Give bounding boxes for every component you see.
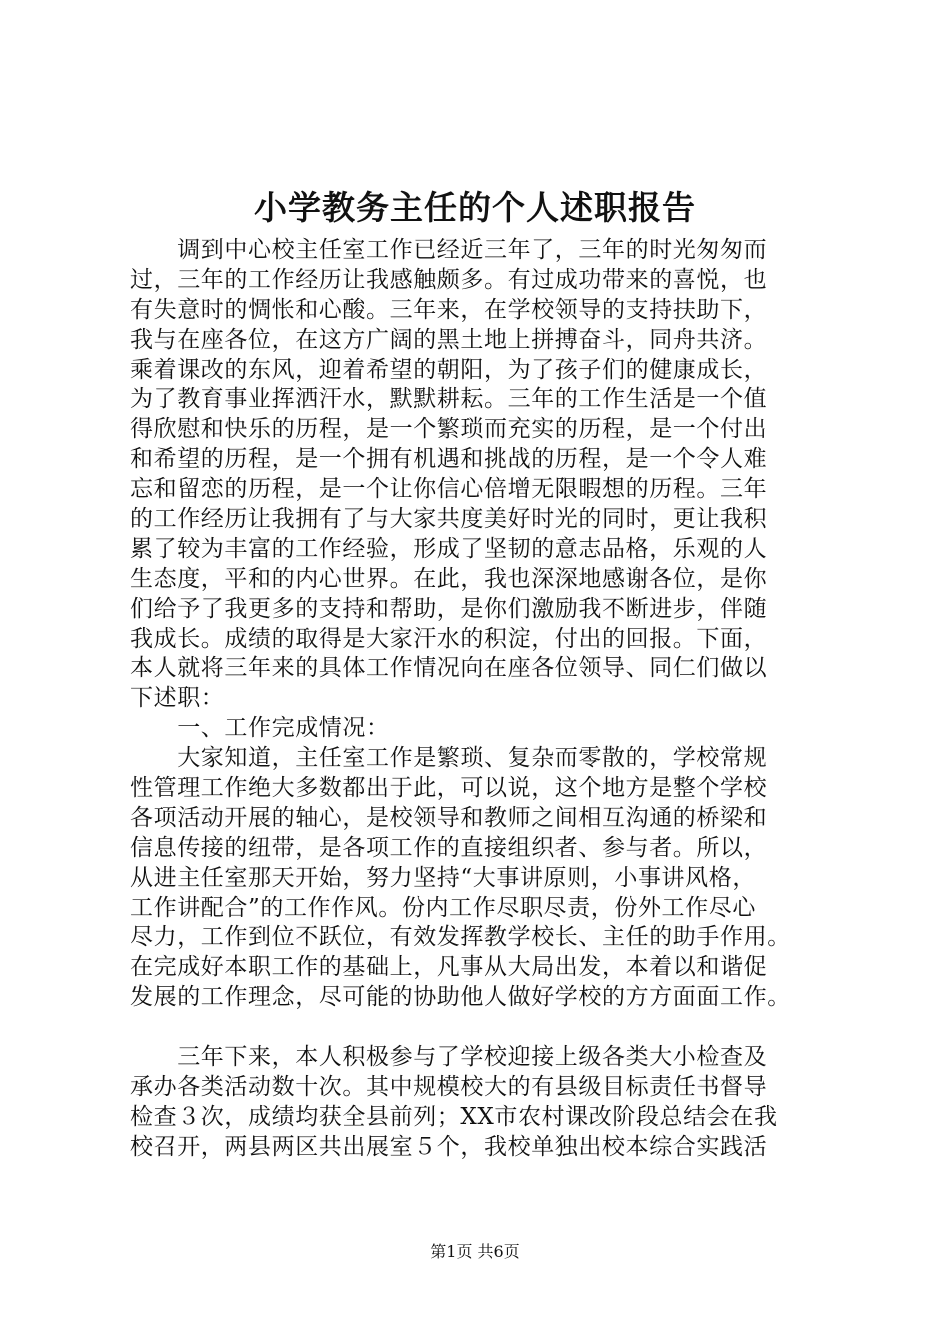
body-text-line: 各项活动开展的轴心，是校领导和教师之间相互沟通的桥梁和 (130, 804, 768, 831)
document-body (130, 236, 835, 1163)
body-text-line: 尽力，工作到位不跃位，有效发挥教学校长、主任的助手作用。 (130, 924, 791, 951)
body-text-line: 乘着课改的东风，迎着希望的朝阳，为了孩子们的健康成长， (130, 356, 768, 383)
blank-line (130, 1013, 835, 1043)
body-text-line: 从进主任室那天开始，努力坚持“大事讲原则，小事讲风格， (130, 864, 756, 891)
body-text-line: 们给予了我更多的支持和帮助，是你们激励我不断进步，伴随 (130, 595, 768, 622)
body-text-line: 本人就将三年来的具体工作情况向在座各位领导、同仁们做以 (130, 655, 768, 682)
body-text-line: 工作讲配合”的工作作风。份内工作尽职尽责，份外工作尽心 (130, 894, 756, 921)
body-text-line: 为了教育事业挥洒汗水，默默耕耘。三年的工作生活是一个值 (130, 386, 768, 413)
body-text-line: 累了较为丰富的工作经验，形成了坚韧的意志品格，乐观的人 (130, 535, 768, 562)
body-text-line: 的工作经历让我拥有了与大家共度美好时光的同时，更让我积 (130, 506, 768, 533)
body-text-line: 性管理工作绝大多数都出于此，可以说，这个地方是整个学校 (130, 775, 768, 802)
body-text-line: 我成长。成绩的取得是大家汗水的积淀，付出的回报。下面， (130, 625, 768, 652)
body-text-line: 检查３次，成绩均获全县前列；XX市农村课改阶段总结会在我 (130, 1103, 778, 1130)
body-text-line: 发展的工作理念，尽可能的协助他人做好学校的方方面面工作。 (130, 984, 791, 1011)
body-text-line: 调到中心校主任室工作已经近三年了，三年的时光匆匆而 (130, 237, 768, 263)
body-text-line: 在完成好本职工作的基础上，凡事从大局出发，本着以和谐促 (130, 954, 768, 981)
body-text-line: 大家知道，主任室工作是繁琐、复杂而零散的，学校常规 (130, 745, 768, 772)
body-text-line: 得欣慰和快乐的历程，是一个繁琐而充实的历程，是一个付出 (130, 416, 768, 443)
body-text-line: 承办各类活动数十次。其中规模校大的有县级目标责任书督导 (130, 1073, 768, 1100)
body-text-line: 忘和留恋的历程，是一个让你信心倍增无限暇想的历程。三年 (130, 476, 768, 503)
body-text-line: 生态度，平和的内心世界。在此，我也深深地感谢各位，是你 (130, 565, 768, 592)
body-text-line: 三年下来，本人积极参与了学校迎接上级各类大小检查及 (130, 1044, 768, 1071)
page-number-footer: 第1页 共6页 (430, 1242, 520, 1261)
body-text-line: 和希望的历程，是一个拥有机遇和挑战的历程，是一个令人难 (130, 446, 768, 473)
body-text-line: 一、工作完成情况： (130, 715, 390, 742)
body-text-line: 信息传接的纽带，是各项工作的直接组织者、参与者。所以， (130, 834, 768, 861)
body-text-line: 有失意时的惆怅和心酸。三年来，在学校领导的支持扶助下， (130, 296, 768, 323)
body-text-line: 下述职： (130, 685, 225, 712)
body-text-line: 过，三年的工作经历让我感触颇多。有过成功带来的喜悦，也 (130, 266, 768, 293)
document-title: 小学教务主任的个人述职报告 (254, 188, 696, 227)
body-text-line: 我与在座各位，在这方广阔的黑土地上拼搏奋斗，同舟共济。 (130, 326, 768, 353)
body-text-line: 校召开，两县两区共出展室５个，我校单独出校本综合实践活 (130, 1133, 768, 1160)
